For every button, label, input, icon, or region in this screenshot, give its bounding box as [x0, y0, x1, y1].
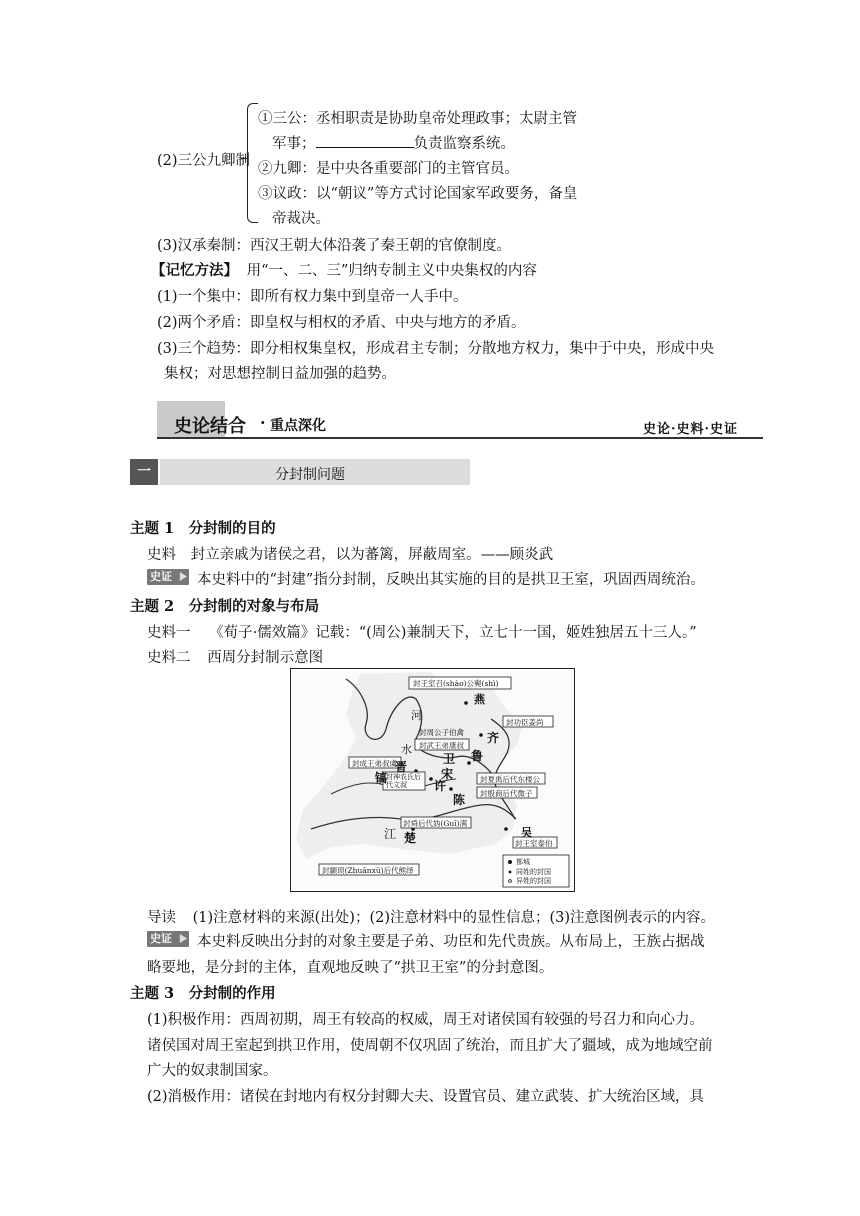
section-subtitle: 重点深化 — [270, 418, 326, 434]
sangong-label: (2)三公九卿制 — [157, 153, 251, 169]
map-state-wei: 卫 — [443, 752, 456, 766]
topic2-evidence-line2: 略要地，是分封的主体，直观地反映了“拱卫王室”的分封意图。 — [147, 960, 554, 976]
section-dot: · — [260, 413, 266, 432]
topic2-s1-label: 史料一 — [147, 625, 191, 641]
map-state-wu: 吴 — [521, 826, 532, 839]
topic2-s1-text: 《荀子·儒效篇》记载：“(周公)兼制天下，立七十一国，姬姓独居五十三人。” — [209, 625, 697, 641]
sangong-line2b: 负责监察系统。 — [413, 136, 515, 152]
map-capital-hao: 镐 — [375, 771, 388, 785]
topic2-evidence-line1: 本史料反映出分封的对象主要是子弟、功臣和先代贵族。从布局上，王族占据战 — [197, 934, 705, 950]
map-label: 封武王弟康叔 — [419, 741, 464, 750]
topic3-p1a: (1)积极作用：西周初期，周王有较高的权威，周王对诸侯国有较强的号召力和向心力。 — [147, 1012, 705, 1028]
map-river-shui: 水 — [401, 743, 412, 756]
evidence-badge: 史证 — [147, 931, 189, 947]
map-legend-capital: 都城 — [516, 858, 530, 866]
memory-p3b: 集权；对思想控制日益加强的趋势。 — [164, 366, 396, 382]
map-label: 封殷商后代微子 — [480, 789, 533, 798]
sangong-line4: ③议政：以“朝议”等方式讨论国家军政要务，备皇 — [258, 186, 578, 202]
topic1-title: 主题 1 分封制的目的 — [130, 520, 276, 537]
sangong-line3: ②九卿：是中央各重要部门的主管官员。 — [258, 161, 519, 177]
map-legend-other-surname: 异姓的封国 — [516, 877, 551, 885]
sangong-line2a: 军事； — [272, 136, 316, 152]
map-label: 封功臣姜尚 — [506, 718, 544, 727]
sangong-line2 — [272, 132, 515, 153]
map-label: 封颛顼(Zhuānxū)后代熊绎 — [322, 866, 414, 875]
map-state-lu: 鲁 — [471, 749, 484, 763]
map-state-chen: 陈 — [453, 793, 466, 807]
topic2-title: 主题 2 分封制的对象与布局 — [130, 598, 320, 615]
map-river-jiang: 江 — [384, 827, 397, 841]
topic3-p1c: 广大的奴隶制国家。 — [147, 1063, 278, 1079]
topic1-evidence: 本史料中的“封建”指分封制，反映出其实施的目的是拱卫王室，巩固西周统治。 — [197, 572, 705, 588]
heading-text: 分封制问题 — [275, 467, 345, 483]
memory-text: 用“一、二、三”归纳专制主义中央集权的内容 — [246, 263, 537, 279]
map-label: 封神农氏后代文叔 — [386, 773, 421, 789]
evidence-badge: 史证 — [147, 569, 189, 585]
topic3-p2: (2)消极作用：诸侯在封地内有权分封卿大夫、设置官员、建立武装、扩大统治区域，具 — [147, 1089, 705, 1105]
map-river-he: 河 — [411, 709, 422, 722]
map-state-yan: 燕 — [474, 693, 485, 706]
topic2-s2-text: 西周分封制示意图 — [207, 650, 324, 666]
memory-p1: (1)一个集中：即所有权力集中到皇帝一人手中。 — [157, 289, 468, 305]
topic3-title: 主题 3 分封制的作用 — [130, 985, 276, 1002]
sangong-line1: ①三公：丞相职责是协助皇帝处理政事；太尉主管 — [258, 111, 577, 127]
topic1-source-label: 史料 — [147, 547, 176, 563]
map-label: 封夏禹后代东楼公 — [480, 775, 540, 784]
section-right-label: 史论·史料·史证 — [643, 422, 739, 437]
map-state-xu: 许 — [434, 779, 447, 793]
map-legend-same-surname: 同姓的封国 — [516, 868, 551, 876]
topic3-p1b: 诸侯国对周王室起到拱卫作用，使周朝不仅巩固了统治，而且扩大了疆域，成为地域空前 — [147, 1038, 713, 1054]
topic2-source2 — [147, 646, 323, 667]
section-header-rule — [157, 437, 763, 439]
memory-tag: 【记忆方法】 — [151, 262, 238, 279]
map-label: 封周公子伯禽 — [419, 728, 464, 737]
topic1-source — [147, 543, 553, 564]
sangong-line5: 帝裁决。 — [272, 211, 330, 227]
heading-number: 一 — [130, 459, 158, 485]
map-label: 封舜后代妫(Guī)满 — [403, 819, 468, 828]
map-label: 封成王弟叔虞 — [352, 759, 397, 768]
han-cheng-qin: (3)汉承秦制：西汉王朝大体沿袭了秦王朝的官僚制度。 — [157, 238, 512, 254]
guide-label: 导读 — [147, 910, 176, 926]
map-label: 封王室召(shào)公奭(shì) — [413, 679, 499, 688]
topic1-source-text: 封立亲戚为诸侯之君，以为蕃篱，屏蔽周室。——顾炎武 — [190, 547, 554, 563]
fill-blank — [316, 133, 414, 148]
zhou-fief-map — [290, 668, 575, 892]
map-state-chu: 楚 — [404, 831, 417, 845]
topic2-source1 — [147, 621, 697, 642]
memory-p3a: (3)三个趋势：即分相权集皇权，形成君主专制；分散地方权力，集中于中央，形成中央 — [157, 341, 715, 357]
map-label: 封王室泰伯 — [515, 839, 553, 848]
topic2-guide — [147, 906, 715, 927]
map-state-qi: 齐 — [487, 731, 500, 745]
topic2-s2-label: 史料二 — [147, 650, 191, 666]
memory-p2: (2)两个矛盾：即皇权与相权的矛盾、中央与地方的矛盾。 — [157, 315, 526, 331]
guide-text: (1)注意材料的来源(出处)；(2)注意材料中的显性信息；(3)注意图例表示的内容。 — [192, 910, 716, 926]
section-title: 史论结合 — [174, 416, 246, 437]
map-state-jin: 晋 — [395, 760, 408, 774]
memory-method — [151, 259, 537, 280]
map-state-song: 宋 — [441, 767, 454, 781]
